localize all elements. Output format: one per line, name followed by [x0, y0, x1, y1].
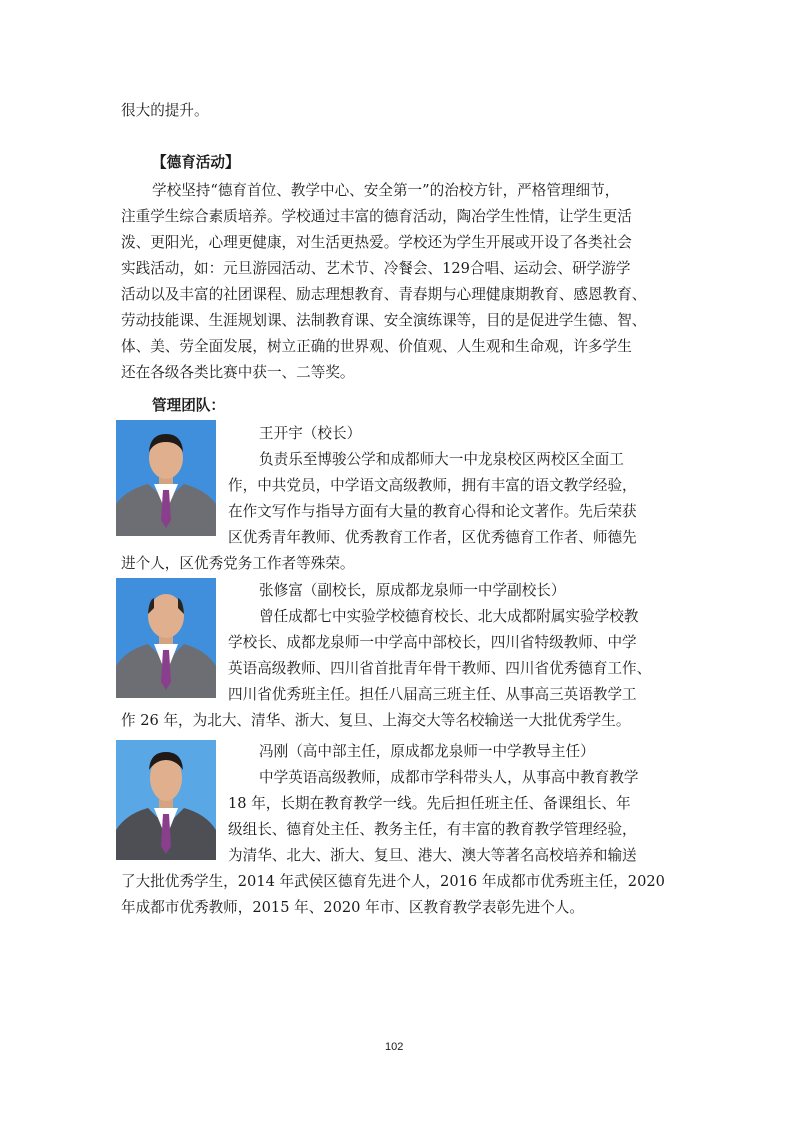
moral-line: 实践活动，如：元旦游园活动、艺术节、冷餐会、129合唱、运动会、研学游学 — [121, 260, 631, 277]
member-bio-line: 18 年，长期在教育教学一线。先后担任班主任、备课组长、年 — [228, 795, 631, 812]
member-bio-line: 中学英语高级教师，成都市学科带头人，从事高中教育教学 — [259, 769, 639, 786]
intro-tail-text: 很大的提升。 — [121, 102, 209, 119]
moral-heading: 【德育活动】 — [152, 154, 240, 171]
moral-line: 学校坚持“德育首位、教学中心、安全第一”的治校方针，严格管理细节， — [152, 182, 620, 199]
member-bio-line: 了大批优秀学生，2014 年武侯区德育先进个人，2016 年成都市优秀班主任，2020 — [121, 873, 665, 890]
portrait-image — [116, 420, 216, 536]
member-photo-wang — [116, 420, 216, 536]
member-bio-line: 四川省优秀班主任。担任八届高三班主任、从事高三英语教学工 — [228, 686, 637, 703]
member-photo-feng — [116, 740, 216, 860]
moral-line: 注重学生综合素质培养。学校通过丰富的德育活动，陶冶学生性情，让学生更活 — [121, 208, 632, 225]
portrait-image — [116, 578, 216, 698]
member-photo-zhang — [116, 578, 216, 698]
member-bio-line: 级组长、德育处主任、教务主任，有丰富的教育教学管理经验， — [228, 821, 637, 838]
member-name-zhang: 张修富（副校长，原成都龙泉师一中学副校长） — [259, 582, 566, 599]
member-bio-line: 在作文写作与指导方面有大量的教育心得和论文著作。先后荣获 — [228, 503, 637, 520]
portrait-image — [116, 740, 216, 860]
moral-line: 活动以及丰富的社团课程、励志理想教育、青春期与心理健康期教育、感恩教育、 — [121, 286, 647, 303]
moral-line: 体、美、劳全面发展，树立正确的世界观、价值观、人生观和生命观，许多学生 — [121, 338, 632, 355]
member-bio-line: 作 26 年，为北大、清华、浙大、复旦、上海交大等名校输送一大批优秀学生。 — [121, 712, 631, 729]
member-name-wang: 王开宇（校长） — [259, 425, 362, 442]
member-bio-line: 负责乐至博骏公学和成都师大一中龙泉校区两校区全面工 — [259, 451, 624, 468]
moral-line: 劳动技能课、生涯规划课、法制教育课、安全演练课等，目的是促进学生德、智、 — [121, 312, 647, 329]
page-number: 102 — [385, 1041, 404, 1053]
member-name-feng: 冯刚（高中部主任，原成都龙泉师一中学教导主任） — [259, 743, 595, 760]
member-bio-line: 作，中共党员，中学语文高级教师，拥有丰富的语文教学经验， — [228, 477, 637, 494]
member-bio-line: 为清华、北大、浙大、复旦、港大、澳大等著名高校培养和输送 — [228, 847, 637, 864]
member-bio-line: 年成都市优秀教师，2015 年、2020 年市、区教育教学表彰先进个人。 — [121, 899, 584, 916]
moral-line: 泼、更阳光，心理更健康，对生活更热爱。学校还为学生开展或开设了各类社会 — [121, 234, 632, 251]
member-bio-line: 英语高级教师、四川省首批青年骨干教师、四川省优秀德育工作、 — [228, 660, 652, 677]
member-bio-line: 学校长、成都龙泉师一中学高中部校长，四川省特级教师、中学 — [228, 634, 637, 651]
member-bio-line: 区优秀青年教师、优秀教育工作者，区优秀德育工作者、师德先 — [228, 529, 637, 546]
moral-line: 还在各级各类比赛中获一、二等奖。 — [121, 364, 355, 381]
team-heading: 管理团队： — [152, 397, 225, 414]
member-bio-line: 进个人，区优秀党务工作者等殊荣。 — [121, 555, 355, 572]
member-bio-line: 曾任成都七中实验学校德育校长、北大成都附属实验学校教 — [259, 608, 639, 625]
